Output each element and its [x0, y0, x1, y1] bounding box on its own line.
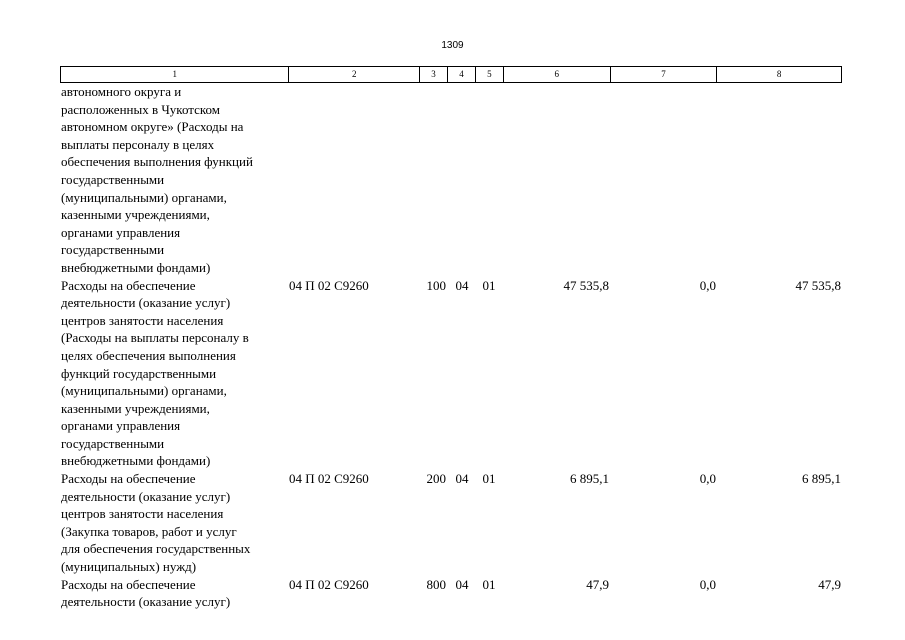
total-amount [717, 83, 842, 277]
description-line: автономном округе» (Расходы на [61, 119, 244, 135]
subsection [475, 83, 503, 277]
description-line: деятельности (оказание услуг) [61, 295, 231, 311]
column-header: 4 [447, 67, 475, 82]
table-row [60, 83, 842, 277]
description-line: (Расходы на выплаты персоналу в [61, 330, 249, 346]
subsection: 01 [482, 471, 496, 487]
section: 04 [455, 471, 469, 487]
description-line: для обеспечения государственных [61, 541, 251, 557]
description-line: центров занятости населения [61, 506, 224, 522]
change-amount: 0,0 [699, 277, 716, 293]
description-line: деятельности (оказание услуг) [61, 488, 231, 504]
row-description [60, 277, 288, 471]
table-row [60, 576, 842, 611]
expense-type: 800 [426, 576, 446, 592]
change-amount: 0,0 [699, 576, 716, 592]
description-line: Расходы на обеспечение [61, 576, 196, 592]
column-header: 8 [716, 67, 841, 82]
description-line: Расходы на обеспечение [61, 471, 196, 487]
description-line: Расходы на обеспечение [61, 277, 196, 293]
column-header: 2 [288, 67, 419, 82]
total-amount: 47 535,8 [795, 277, 841, 293]
budget-code [288, 83, 419, 277]
description-line: внебюджетными фондами) [61, 453, 211, 469]
subsection: 01 [482, 277, 496, 293]
budget-code: 04 П 02 С9260 [289, 471, 369, 487]
budget-code: 04 П 02 С9260 [289, 576, 369, 592]
total-amount: 6 895,1 [802, 471, 841, 487]
description-line: государственными [61, 171, 165, 187]
description-line: государственными [61, 242, 165, 258]
table-body [60, 83, 842, 611]
change-amount: 0,0 [699, 471, 716, 487]
description-line: функций государственными [61, 365, 217, 381]
description-line: (муниципальными) органами, [61, 189, 227, 205]
subsection: 01 [482, 576, 496, 592]
description-line: внебюджетными фондами) [61, 259, 211, 275]
description-line: органами управления [61, 224, 181, 240]
row-description [60, 470, 288, 576]
column-header: 5 [475, 67, 503, 82]
section: 04 [455, 576, 469, 592]
column-header: 7 [610, 67, 717, 82]
table-row [60, 277, 842, 471]
description-line: автономного округа и [61, 84, 182, 99]
description-line: государственными [61, 435, 165, 451]
section: 04 [455, 277, 469, 293]
expense-type [419, 83, 447, 277]
row-description [60, 83, 288, 277]
budget-table [60, 66, 842, 611]
column-header: 6 [503, 67, 610, 82]
amount: 47,9 [586, 576, 609, 592]
description-line: казенными учреждениями, [61, 400, 210, 416]
description-line: (Закупка товаров, работ и услуг [61, 523, 237, 539]
description-line: расположенных в Чукотском [61, 101, 221, 117]
row-description [60, 576, 288, 611]
description-line: целях обеспечения выполнения [61, 347, 236, 363]
description-line: деятельности (оказание услуг) [61, 594, 231, 610]
amount: 47 535,8 [563, 277, 609, 293]
budget-code: 04 П 02 С9260 [289, 277, 369, 293]
column-header: 1 [172, 69, 177, 79]
description-line: казенными учреждениями, [61, 207, 210, 223]
description-line: выплаты персоналу в целях [61, 136, 215, 152]
expense-type: 200 [426, 471, 446, 487]
total-amount: 47,9 [818, 576, 841, 592]
amount: 6 895,1 [570, 471, 609, 487]
amount [503, 83, 610, 277]
description-line: органами управления [61, 418, 181, 434]
table-row [60, 470, 842, 576]
expense-type: 100 [426, 277, 446, 293]
description-line: (муниципальных) нужд) [61, 559, 197, 575]
description-line: (муниципальными) органами, [61, 383, 227, 399]
page-number: 1309 [441, 40, 464, 51]
description-line: обеспечения выполнения функций [61, 154, 253, 170]
table-header [60, 66, 842, 83]
change-amount [610, 83, 717, 277]
section [447, 83, 475, 277]
description-line: центров занятости населения [61, 312, 224, 328]
column-header: 3 [419, 67, 447, 82]
